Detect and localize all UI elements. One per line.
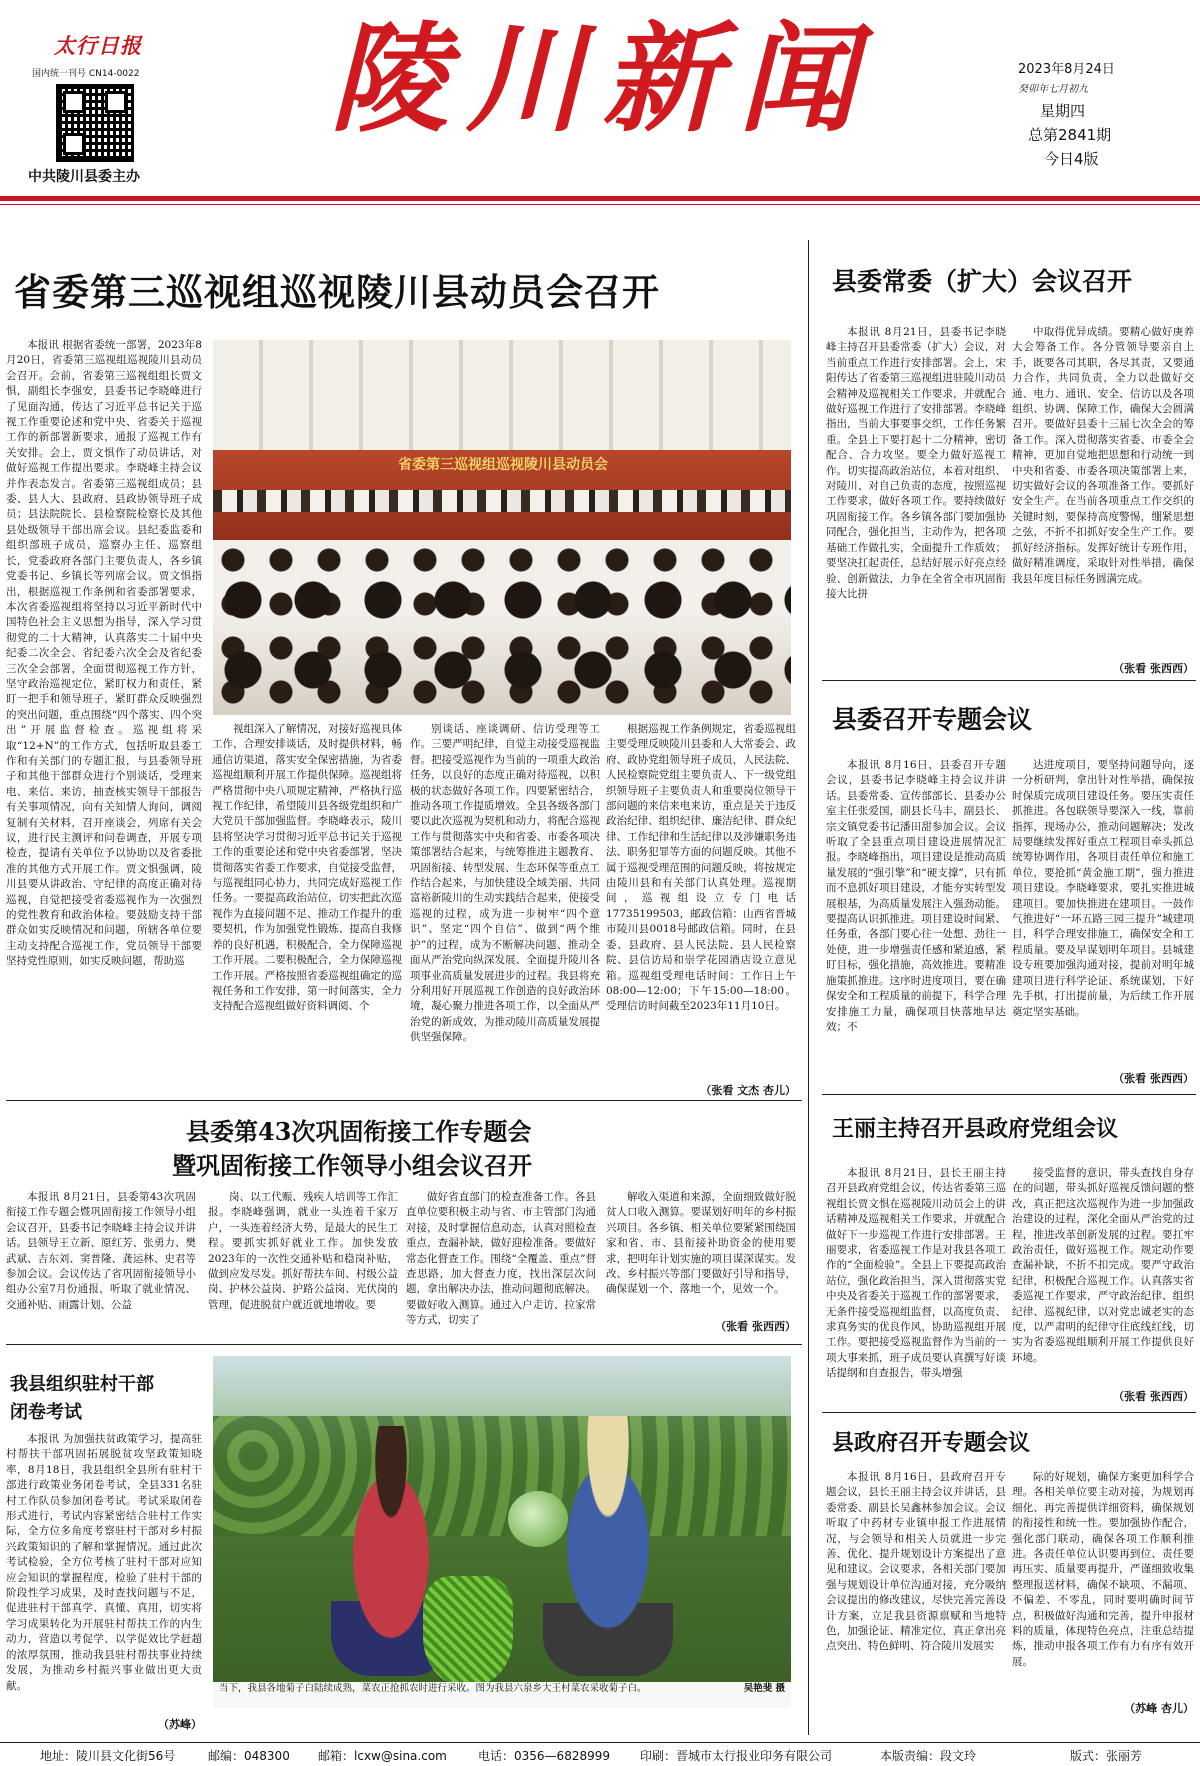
harvest-photo <box>213 1356 791 1708</box>
standing-headline: 县委常委（扩大）会议召开 <box>832 267 1133 296</box>
footer-printer: 晋城市太行报业印务有限公司 <box>676 1749 833 1763</box>
weekday: 星期四 <box>1040 102 1086 120</box>
sponsor: 中共陵川县委主办 <box>28 169 140 185</box>
photo-caption: 当下，我县各地菊子白陆续成熟，菜农正抢抓农时进行采收。图为我县六泉乡大王村菜农采收菊子白。 吴艳斐 摄 <box>213 1682 791 1708</box>
cabbage <box>508 1491 568 1547</box>
footer-phone-label: 电话： <box>478 1749 515 1763</box>
special-column-a: 本报讯 8月16日，县委召开专题会议，县委书记李晓峰主持会议并讲话。县委常委、宣传部部长、县委办公室主任张爱国，副县长马丰，副县长、宗文镇党委书记潘田甜参加会议。会议听取了全县重点项目建设进展情况汇报。李晓峰指出，项目建设是推动高质量发展的“强引擎”和“硬支撑”，只有抓而不息抓好项目建设，才能夯实转型发展根基，为高质量发展注入强劲动能。要提高认识抓推进。项目建设时间紧、任务重，各部门要心往一处想、劲往一处使，进一步增强责任感和紧迫感，紧盯目标，强化措施，高效推进。要精准施策抓推进。这序时进度项目，要在确保安全和工程质量的前提下，科学合理安排施工力量，确保项目快落地早达效；不 <box>826 759 1006 1033</box>
party-group-column-a: 本报讯 8月21日，县长王丽主持召开县政府党组会议，传达省委第三巡视组长贾文惧在巡视陵川动员会上的讲话精神及巡视相关工作要求，并就配合做好下一步巡视工作进行安排部署。王丽要求，省委巡视工作是对我县各项工作的“全面检验”。全县上下要提高政治站位，强化政治担当，深入贯彻落实党中央及省委关于巡视工作的部署要求，无条件接受巡视组监督，以高度负责、求真务实的优良作风，协助巡视组开展工作。要把接受巡视监督作为当前的一项大事来抓，班子成员要认真撰写好谈话提纲和自查报告，带头增强 <box>826 1167 1006 1380</box>
footer-designer: 张丽芳 <box>1106 1749 1143 1763</box>
divider-standing <box>822 680 1196 681</box>
footer-email: lcxw@sina.com <box>354 1749 447 1763</box>
cn-code: 国内统一刊号 CN14-0022 <box>32 69 140 79</box>
header <box>0 0 1200 196</box>
lead-headline: 省委第三巡视组巡视陵川县动员会召开 <box>14 271 660 314</box>
meeting-photo <box>213 340 791 715</box>
footer-email-label: 邮箱： <box>318 1749 355 1763</box>
special-column-b: 达进度项目，要坚持问题导向，逐一分析研判，拿出针对性举措，确保按时保质完成项目建设任务。要压实责任抓推进。各包联领导要深入一线，靠前指挥，现场办公，推动问题解决；发改局要继续发挥好重点工程项目牵头抓总统筹协调作用，各项目责任单位和施工单位，要抢抓“黄金施工期”，强力推进项目建设。李晓峰要求，要扎实推进城建项目。要加快推进在建项目。一鼓作气推进好“一环五路三园三提升”城建项目，科学合理安排施工，确保安全和工程质量。要及早谋划明年项目。县城建设专班要加强沟通对接，提前对明年城建项目进行科学论证、系统谋划，下好先手棋，打出提前量，为后续工作开展奠定坚实基础。 <box>1012 759 1194 1018</box>
exam-headline-2: 闭卷考试 <box>10 1402 82 1423</box>
exam-byline: （苏峰） <box>158 1718 202 1731</box>
footer-zip: 048300 <box>244 1749 290 1763</box>
footer-designer-label: 版式： <box>1070 1749 1107 1763</box>
consolidate-column-b: 岗、以工代赈、残疾人培训等工作汇报。李晓峰强调，就业一头连着千家万户，一头连着经济大势，是最大的民生工程。要抓实抓好就业工作。加快发放2023年的一次性交通补贴和稳岗补贴，做到应发尽发。抓好帮扶车间、村级公益岗、护林公益岗、护路公益岗、光伏岗的管理，促进脱贫户就近就地增收。要 <box>208 1191 398 1311</box>
party-group-column-b: 接受监督的意识，带头查找自身存在的问题，带头抓好巡视反馈问题的整改，真正把这次巡视作为进一步加强政治建设的过程，深化全面从严治党的过程，推进改革创新发展的过程。要扛牢政治责任，做好巡视工作。规定动作要查漏补缺，不折不扣完成。要严守政治纪律，积极配合巡视工作。认真落实省委巡视工作要求，严守政治纪律、组织纪律、巡视纪律，以对党忠诚老实的态度，以严肃明的纪律守住底线红线，切实为省委巡视组顺利开展工作提供良好环境。 <box>1012 1167 1194 1364</box>
special-headline: 县委召开专题会议 <box>832 705 1033 734</box>
gov-special-column-b: 际的好规划，确保方案更加科学合理。各相关单位要主动对接，为规划再细化、再完善提供详细资料，确保规划的衔接性和统一性。要加强协作配合，强化部门联动，确保各项工作顺利推进。各责任单位认识要再到位、责任要再压实、质量要再提升，严谨细致收集整理报送材料，确保不缺项、不漏项、不偏差、不零乱，同时要明确时间节点，积极做好沟通和完善，提升申报材料的质量，体现特色亮点，注重总结提炼，推动申报各项工作有力有序有效开展。 <box>1012 1471 1194 1668</box>
column-divider <box>808 240 809 1735</box>
standing-column-a: 本报讯 8月21日，县委书记李晓峰主持召开县委常委（扩大）会议，对当前重点工作进行安排部署。会上，宋阳传达了省委第三巡视组进驻陵川动员会精神及巡视相关工作要求，并就配合做好巡视工作进行了安排部署。李晓峰指出，当前大事要事交织，工作任务繁重。全县上下要打起十二分精神，密切配合、合力攻坚。要全力做好巡视工作。切实提高政治站位，本着对组织、对陵川、对自己负责的态度，按照巡视工作要求，做好各项工作。要持续做好巩固衔接工作。各乡镇各部门要加强协同配合，强化担当，主动作为，把各项基础工作做扎实，全面提升工作质效；要坚决扛起责任，总结好展示好亮点经验、创新做法，力争在全省全市巩固衔接大比拼 <box>826 326 1006 600</box>
footer-phone: 0356—6828999 <box>514 1749 610 1763</box>
exam-headline-1: 我县组织驻村干部 <box>10 1374 154 1395</box>
header-divider-thick <box>0 196 1200 201</box>
divider-lead <box>6 1100 802 1101</box>
masthead: 陵川新闻 <box>330 9 875 148</box>
meeting-banner: 省委第三巡视组巡视陵川县动员会 <box>398 457 608 473</box>
footer <box>0 1747 1200 1763</box>
consolidate-column-d: 解收入渠道和来源，全面细致做好脱贫人口收入测算。要谋划好明年的乡村振兴项目。各乡镇、相关单位要紧紧围绕国家和省、市、县衔接补助资金的使用要求，把明年计划实施的项目谋深谋实。发改、乡村振兴等部门要做好引导和指导，确保谋划一个、落地一个，见效一个。 <box>606 1191 796 1296</box>
issue-number: 总第2841期 <box>1028 126 1112 144</box>
party-group-byline: （张看 张西西） <box>1113 1390 1194 1403</box>
special-byline: （张看 张西西） <box>1113 1072 1194 1085</box>
footer-address: 陵川县文化街56号 <box>76 1749 176 1763</box>
header-divider-thin <box>0 204 1200 205</box>
lead-column-c: 别谈话、座谈调研、信访受理等工作。三要严明纪律，自觉主动接受巡视监督。把接受巡视作为当前的一项重大政治任务，以良好的态度正确对待巡视，以积极的状态做好各项工作。四要紧密结合，推动各项工作提质增效。全县各级各部门要以此次巡视为契机和动力，将配合巡视工作与贯彻落实中央和省委、市委各项决策部署结合起来，与统筹推进主题教育、巩固衔接、转型发展、生态环保等重点工作结合起来，与加快建设全域美丽、共同富裕新陵川的生动实践结合起来，使接受巡视的过程，成为进一步树牢“四个意识”、坚定“四个自信”、做到“两个维护”的过程，成为不断解决问题、推动全面从严治党向纵深发展、全面提升陵川各项事业高质量发展进步的过程。我县将充分利用好开展巡视工作创造的良好政治环境，凝心聚力推进各项工作，以全面从严治党的新成效，为推动陵川高质量发展提供坚强保障。 <box>410 723 600 1044</box>
footer-rule <box>0 1742 1200 1743</box>
green-bag <box>423 1576 513 1686</box>
standing-byline: （张看 张西西） <box>1113 662 1194 675</box>
farmer-right <box>543 1416 673 1676</box>
footer-printer-label: 印刷： <box>640 1749 677 1763</box>
consolidate-column-a: 本报讯 8月21日，县委第43次巩固衔接工作专题会暨巩固衔接工作领导小组会议召开，县委书记李晓峰主持会议并讲话。县领导王立新、原红芳、张勇力、樊武斌、吉东刘、窦普隆、龚运林、史君等参加会议。会议传达了省巩固衔接领导小组办公室7月份通报，听取了就业情况、交通补贴、雨露计划、公益 <box>6 1191 196 1311</box>
lead-column-a: 本报讯 根据省委统一部署，2023年8月20日，省委第三巡视组巡视陵川县动员会召开。会前，省委第三巡视组组长贾文惧，副组长李强安，县委书记李晓峰进行了见面沟通，传达了习近平总书记关于巡视工作重要论述和党中央、省委关于巡视工作的新部署新要求，通报了巡视工作有关安排。会上，贾文惧作了动员讲话，对做好巡视工作提出要求。李晓峰主持会议并作表态发言。省委第三巡视组成员；县委、县人大、县政府、县政协领导班子成员；县法院院长、县检察院检察长及其他县处级领导干部出席会议。县纪委监委和组织部班子成员，巡察办主任、巡察组长，党委政府各部门主要负责人，各乡镇党委书记、乡镇长等列席会议。贾文惧指出，根据巡视工作条例和省委部署要求，本次省委巡视组将坚持以习近平新时代中国特色社会主义思想为指导，深入学习贯彻党的二十大精神，认真落实二十届中央纪委二次全会、省纪委六次全会及省纪委三次全会部署，全面贯彻巡视工作方针，坚守政治巡视定位，紧盯权力和责任，紧盯一把手和领导班子，紧盯群众反映强烈的突出问题，重点围绕“四个落实、四个突出”开展监督检查。巡视组将采取“12+N”的工作方式，包括听取县委工作和有关部门的专题汇报，与县委领导班子和其他干部群众进行个别谈话，受理来电、来信、来访，抽查核实领导干部报告有关事项情况，向有关知情人询问，调阅复制有关材料，召开座谈会，列席有关会议，进行民主测评和问卷调查，开展专项检查，提请有关单位予以协助以及省委批准的其他方式开展工作。贾文惧强调，陵川县要从讲政治、守纪律的高度正确对待巡视，自觉把接受省委巡视作为一次强烈的党性教育和政治体检。要鼓励支持干部群众如实反映情况和问题，所辖各单位要主动支持配合巡视工作，党员领导干部要坚持党性原则，如实反映问题，帮助巡 <box>6 339 202 968</box>
divider-special <box>822 1094 1196 1095</box>
consolidate-headline-2: 暨巩固衔接工作领导小组会议召开 <box>172 1151 532 1180</box>
page-count: 今日4版 <box>1044 150 1099 168</box>
taihang-daily-logo: 太行日报 <box>54 33 142 58</box>
consolidate-headline-1: 县委第43次巩固衔接工作专题会 <box>186 1117 532 1146</box>
consolidate-byline: （张看 张西西） <box>715 1320 796 1333</box>
party-group-headline: 王丽主持召开县政府党组会议 <box>832 1117 1119 1142</box>
divider-party-group <box>822 1412 1196 1413</box>
consolidate-column-c: 做好省直部门的检查准备工作。各县直单位要积极主动与省、市主管部门沟通对接，及时掌握信息动态，认真对照检查重点，查漏补缺，做好迎检准备。要做好常态化督查工作。围绕“全覆盖、重点”督查思路，加大督查力度，找出深层次问题，拿出解决办法，推动问题彻底解决。要做好收入测算。通过入户走访、拉家常等方式，切实了 <box>406 1191 596 1327</box>
gov-special-byline: （苏峰 杏儿） <box>1124 1702 1194 1715</box>
lead-column-d: 根据巡视工作条例规定，省委巡视组主要受理反映陵川县委和人大常委会、政府、政协党组领导班子成员，人民法院、人民检察院党组主要负责人、下一级党组织领导班子主要负责人和重要岗位领导干部问题的来信来电来访，重点是关于违反政治纪律、组织纪律、廉洁纪律、群众纪律、工作纪律和生活纪律以及涉嫌职务违法、职务犯罪等方面的问题反映。其他不属于巡视受理范围的问题反映，将按规定由陵川县和有关部门认真处理。巡视期间，巡视组设立专门电话17735199503，邮政信箱：山西省晋城市陵川县0018号邮政信箱。同时，在县委、县政府、县人民法院、县人民检察院、县信访局和崇学花园酒店设立意见箱。巡视组受理电话时间：工作日上午08:00—12:00；下午15:00—18:00。受理信访时间截至2023年11月10日。 <box>606 723 796 1013</box>
exam-body: 本报讯 为加强扶贫政策学习，提高驻村帮扶干部巩固拓展脱贫攻坚政策知晓率，8月18日，我县组织全县所有驻村干部进行政策业务闭卷考试，全县331名驻村工作队员参加闭卷考试。考试采取闭卷形式进行，考试内容紧密结合驻村工作实际，全方位多角度考察驻村干部对乡村振兴政策知识的了解和掌握情况。通过此次考试检验，全方位考核了驻村干部对应知应会知识的掌握程度，检验了驻村干部的阶段性学习成果，及时查找问题与不足，促进驻村干部真学、真懂、真用，切实将学习成果转化为开展驻村帮扶工作的内生动力，营造以考促学、以学促效比学赶超的浓厚氛围，推动我县驻村帮扶事业持续发展，为推动乡村振兴事业做出更大贡献。 <box>6 1433 202 1692</box>
divider-consolidate <box>6 1344 802 1345</box>
footer-editor: 段文玲 <box>940 1749 977 1763</box>
gov-special-column-a: 本报讯 8月16日，县政府召开专题会议，县长王丽主持会议并讲话，县委常委、副县长吴鑫林参加会议。会议听取了中药材专业镇申报工作进展情况，与会领导和相关人员就进一步完善、优化、提升规划设计方案提出了意见和建议。会议要求，各相关部门要加强与规划设计单位沟通对接，充分吸纳会议提出的修改建议，尽快完善完善设计方案，立足我县资源禀赋和当地特色，加强论证、精准定位，真正拿出亮点突出、特色鲜明、符合陵川发展实 <box>826 1471 1006 1653</box>
issue-date: 2023年8月24日 <box>1018 62 1115 77</box>
footer-zip-label: 邮编： <box>208 1749 245 1763</box>
lead-byline: （张看 文杰 杏儿） <box>700 1084 796 1097</box>
lunar-date: 癸卯年七月初九 <box>1018 84 1088 95</box>
standing-column-b: 中取得优异成绩。要精心做好庚养大会筹备工作。各分管领导要亲自上手，既要各司其职，各尽其责，又要通力合作，共同负责，全力以赴做好交通、电力、通讯、安全、信访以及各项组织、协调、保障工作，确保大会圆满召开。要做好县委十三届七次全会的筹备工作。深入贯彻落实省委、市委全会精神，更加自觉地把思想和行动统一到中央和省委、市委各项决策部署上来，切实做好会议的各项准备工作。要抓好安全生产。在当前各项重点工作交织的关键时刻，要保持高度警惕，绷紧思想之弦，不折不扣抓好安全生产工作。要抓好经济指标。发挥好统计专班作用，做好精准调度，采取针对性举措，确保我县年度目标任务圆满完成。 <box>1012 326 1194 585</box>
footer-editor-label: 本版责编： <box>880 1749 941 1763</box>
lead-column-b: 视组深入了解情况，对接好巡视具体工作，合理安排谈话，及时提供材料，畅通信访渠道，落实安全保密措施，为省委巡视组顺利开展工作提供保障。巡视组将严格贯彻中央八项规定精神，严格执行巡视工作纪律，希望陵川县各级党组织和广大党员干部加强监督。李晓峰表示，陵川县将坚决学习贯彻习近平总书记关于巡视工作的重要论述和党中央省委部署，坚决贯彻落实省委工作要求，自觉接受监督，与巡视组同心协力，共同完成好巡视工作任务。一要提高政治站位，切实把此次巡视作为直接问题不足、推动工作提升的重要契机，作为加强党性锻炼、提高自我修养的良好机遇，积极配合，全力保障巡视工作开展。二要积极配合，全力保障巡视工作开展。严格按照省委巡视组确定的巡视任务和工作安排，第一时间落实，全力支持配合巡视组做好资料调阅、个 <box>212 723 402 1013</box>
footer-address-label: 地址： <box>40 1749 77 1763</box>
gov-special-headline: 县政府召开专题会议 <box>832 1431 1031 1456</box>
qr-code-icon <box>56 84 134 162</box>
